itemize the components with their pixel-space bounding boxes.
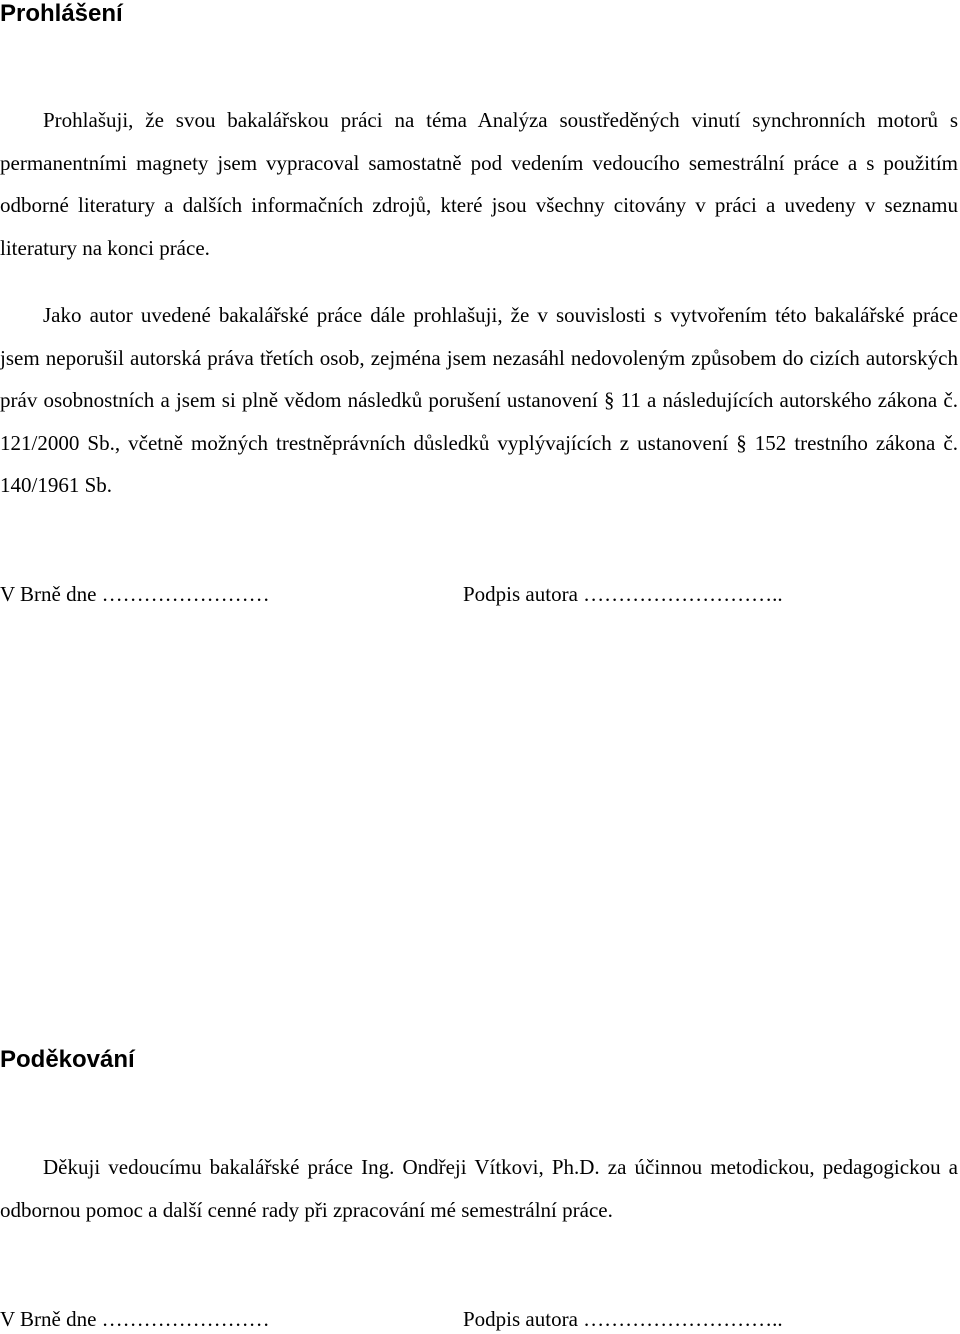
- acknowledgement-place-date: V Brně dne ……………………: [0, 1307, 270, 1331]
- declaration-signature: Podpis autora ………………………..: [463, 582, 783, 606]
- acknowledgement-paragraph: Děkuji vedoucímu bakalářské práce Ing. Ondřeji Vítkovi, Ph.D. za účinnou metodickou, pedagogickou a odbornou pomoc a další cenné rady při zpracování mé semestrální práce.: [0, 1155, 958, 1222]
- acknowledgement-title: Poděkování: [0, 1046, 135, 1073]
- declaration-title: Prohlášení: [0, 0, 123, 27]
- declaration-paragraph-2: Jako autor uvedené bakalářské práce dále prohlašuji, že v souvislosti s vytvořením této bakalářské práce jsem neporušil autorská práva třetích osob, zejména jsem nezasáhl nedovoleným způsobem do cizích autorských práv osobnostních a jsem si plně vědom následků porušení ustanovení § 11 a následujících autorského zákona č. 121/2000 Sb., včetně možných trestněprávních důsledků vyplývajících z ustanovení § 152 trestního zákona č. 140/1961 Sb.: [0, 303, 958, 497]
- declaration-paragraph-1: Prohlašuji, že svou bakalářskou práci na téma Analýza soustředěných vinutí synchronních motorů s permanentními magnety jsem vypracoval samostatně pod vedením vedoucího semestrální práce a s použitím odborné literatury a dalších informačních zdrojů, které jsou všechny citovány v práci a uvedeny v seznamu literatury na konci práce.: [0, 108, 958, 260]
- acknowledgement-signature: Podpis autora ………………………..: [463, 1307, 783, 1331]
- declaration-place-date: V Brně dne ……………………: [0, 582, 270, 606]
